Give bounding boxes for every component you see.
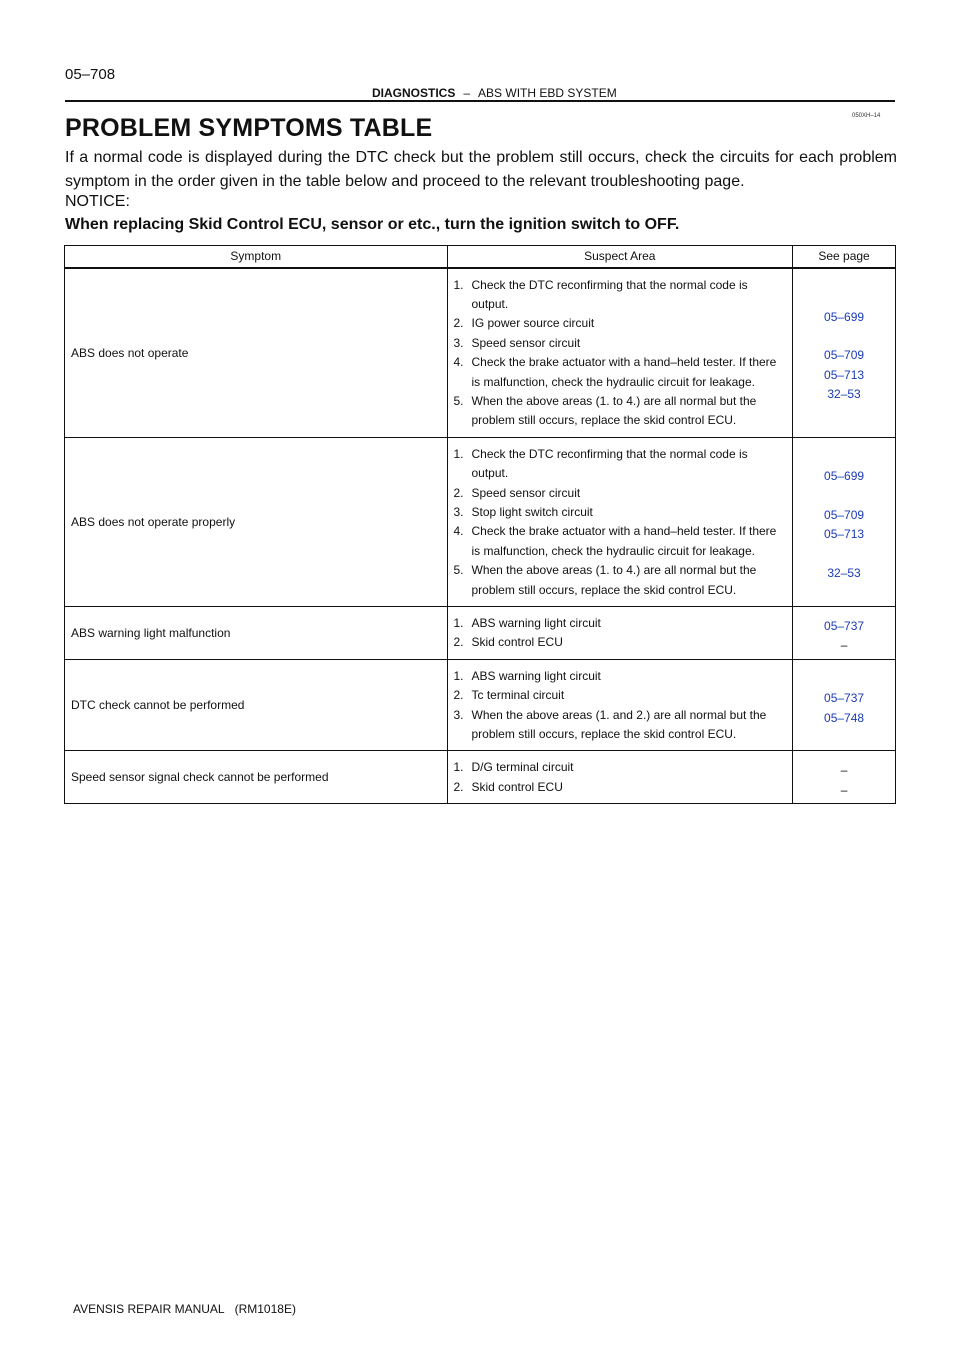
suspect-area-item [454,484,787,503]
footer [73,1302,296,1316]
symptom-cell: ABS does not operate properly [65,437,448,606]
item-number: 3. [453,707,464,722]
page-reference: – [840,638,848,653]
page-reference[interactable]: 32–53 [827,387,861,402]
suspect-area-item [454,561,787,600]
header-section: DIAGNOSTICS [372,86,456,100]
page-reference[interactable]: 05–713 [824,527,865,542]
footer-manual-code: (RM1018E) [234,1302,296,1316]
item-text: IG power source circuit [471,316,595,331]
see-page-cell [793,751,896,804]
header-see-page: See page [793,246,896,268]
page-reference[interactable]: 05–699 [824,309,865,324]
item-number: 2. [453,316,464,331]
item-number: 3. [453,335,464,350]
header-rule [65,100,895,102]
item-text: Check the DTC reconfirming that the normal code is output. [471,446,748,481]
suspect-area-item [454,667,787,686]
item-text: When the above areas (1. to 4.) are all normal but the problem still occurs, replace the skid control ECU. [471,393,757,428]
see-page-cell [793,659,896,751]
suspect-area-item [454,778,787,797]
see-page-cell [793,607,896,660]
item-number: 3. [453,504,464,519]
page-reference: – [840,763,848,778]
page-reference[interactable]: 05–737 [824,691,865,706]
suspect-area-item [454,614,787,633]
page-reference[interactable]: 05–748 [824,710,865,725]
item-text: ABS warning light circuit [471,616,601,630]
table-row [65,268,896,438]
item-number: 5. [453,563,464,578]
header-separator: – [463,86,471,100]
suspect-area-item [454,633,787,652]
symptom-cell: ABS warning light malfunction [65,607,448,660]
item-text: Check the brake actuator with a hand–held tester. If there is malfunction, check the hydraulic circuit for leakage. [471,355,777,389]
item-text: Check the brake actuator with a hand–held tester. If there is malfunction, check the hydraulic circuit for leakage. [471,524,777,558]
intro-paragraph: If a normal code is displayed during the DTC check but the problem still occurs, check the circuits for each problem symptom in the order given in the table below and proceed to the relevant troubleshooting page. [65,149,897,190]
page-reference[interactable]: 05–709 [824,348,865,363]
item-text: When the above areas (1. to 4.) are all normal but the problem still occurs, replace the skid control ECU. [471,563,757,597]
suspect-area-cell [447,268,793,438]
see-page-cell [793,437,896,606]
table-row [65,607,896,660]
item-text: Speed sensor circuit [471,335,581,350]
notice-text: When replacing Skid Control ECU, sensor or etc., turn the ignition switch to OFF. [65,216,680,233]
table-body [65,268,896,804]
page-reference [793,545,895,564]
header-symptom: Symptom [65,246,448,268]
item-number: 4. [453,355,464,370]
page-reference: – [840,782,848,797]
table-row [65,751,896,804]
suspect-area-item [454,276,787,315]
table-row [65,659,896,751]
symptom-cell: DTC check cannot be performed [65,659,448,751]
item-text: Skid control ECU [471,779,563,794]
suspect-area-item [454,758,787,777]
item-number: 2. [453,635,464,650]
item-text: Stop light switch circuit [471,504,593,519]
item-number: 4. [453,524,464,539]
symptom-cell: ABS does not operate [65,268,448,438]
suspect-area-cell [447,607,793,660]
symptom-cell: Speed sensor signal check cannot be performed [65,751,448,804]
suspect-area-item [454,445,787,484]
suspect-area-cell [447,437,793,606]
item-text: D/G terminal circuit [471,760,574,775]
page-reference[interactable]: 05–737 [824,619,865,634]
running-header [372,86,617,100]
problem-symptoms-table [64,245,896,804]
item-number: 1. [453,760,464,775]
suspect-area-item [454,686,787,705]
item-number: 2. [453,779,464,794]
table-row [65,437,896,606]
table-header-row [65,246,896,268]
item-number: 1. [453,616,464,630]
page-title: PROBLEM SYMPTOMS TABLE [65,114,433,142]
page-reference [793,487,895,506]
page-reference[interactable]: 32–53 [827,566,861,581]
suspect-area-item [454,314,787,333]
header-suspect-area: Suspect Area [447,246,793,268]
suspect-area-item [454,353,787,392]
header-subsection: ABS WITH EBD SYSTEM [478,86,617,100]
page-reference[interactable]: 05–699 [824,469,865,484]
footer-manual-name: AVENSIS REPAIR MANUAL [73,1302,225,1316]
reference-code: 050XH–14 [852,113,881,119]
item-number: 2. [453,688,464,703]
page-reference[interactable]: 05–713 [824,367,865,382]
item-number: 1. [453,277,464,292]
suspect-area-item [454,706,787,745]
suspect-area-cell [447,751,793,804]
suspect-area-item [454,503,787,522]
item-number: 2. [453,485,464,500]
notice-label: NOTICE: [65,193,130,210]
item-number: 1. [453,668,464,683]
see-page-cell [793,268,896,438]
suspect-area-item [454,392,787,431]
page-number: 05–708 [65,66,116,83]
item-text: When the above areas (1. and 2.) are all normal but the problem still occurs, replace the skid control ECU. [471,707,767,742]
page-reference[interactable]: 05–709 [824,507,865,522]
suspect-area-cell [447,659,793,751]
item-text: ABS warning light circuit [471,668,601,683]
suspect-area-item [454,334,787,353]
suspect-area-item [454,522,787,561]
item-number: 5. [453,393,464,408]
item-text: Check the DTC reconfirming that the normal code is output. [471,277,748,311]
item-text: Speed sensor circuit [471,485,581,500]
item-text: Tc terminal circuit [471,688,565,703]
item-number: 1. [453,446,464,461]
page-reference [793,327,895,346]
item-text: Skid control ECU [471,635,563,650]
